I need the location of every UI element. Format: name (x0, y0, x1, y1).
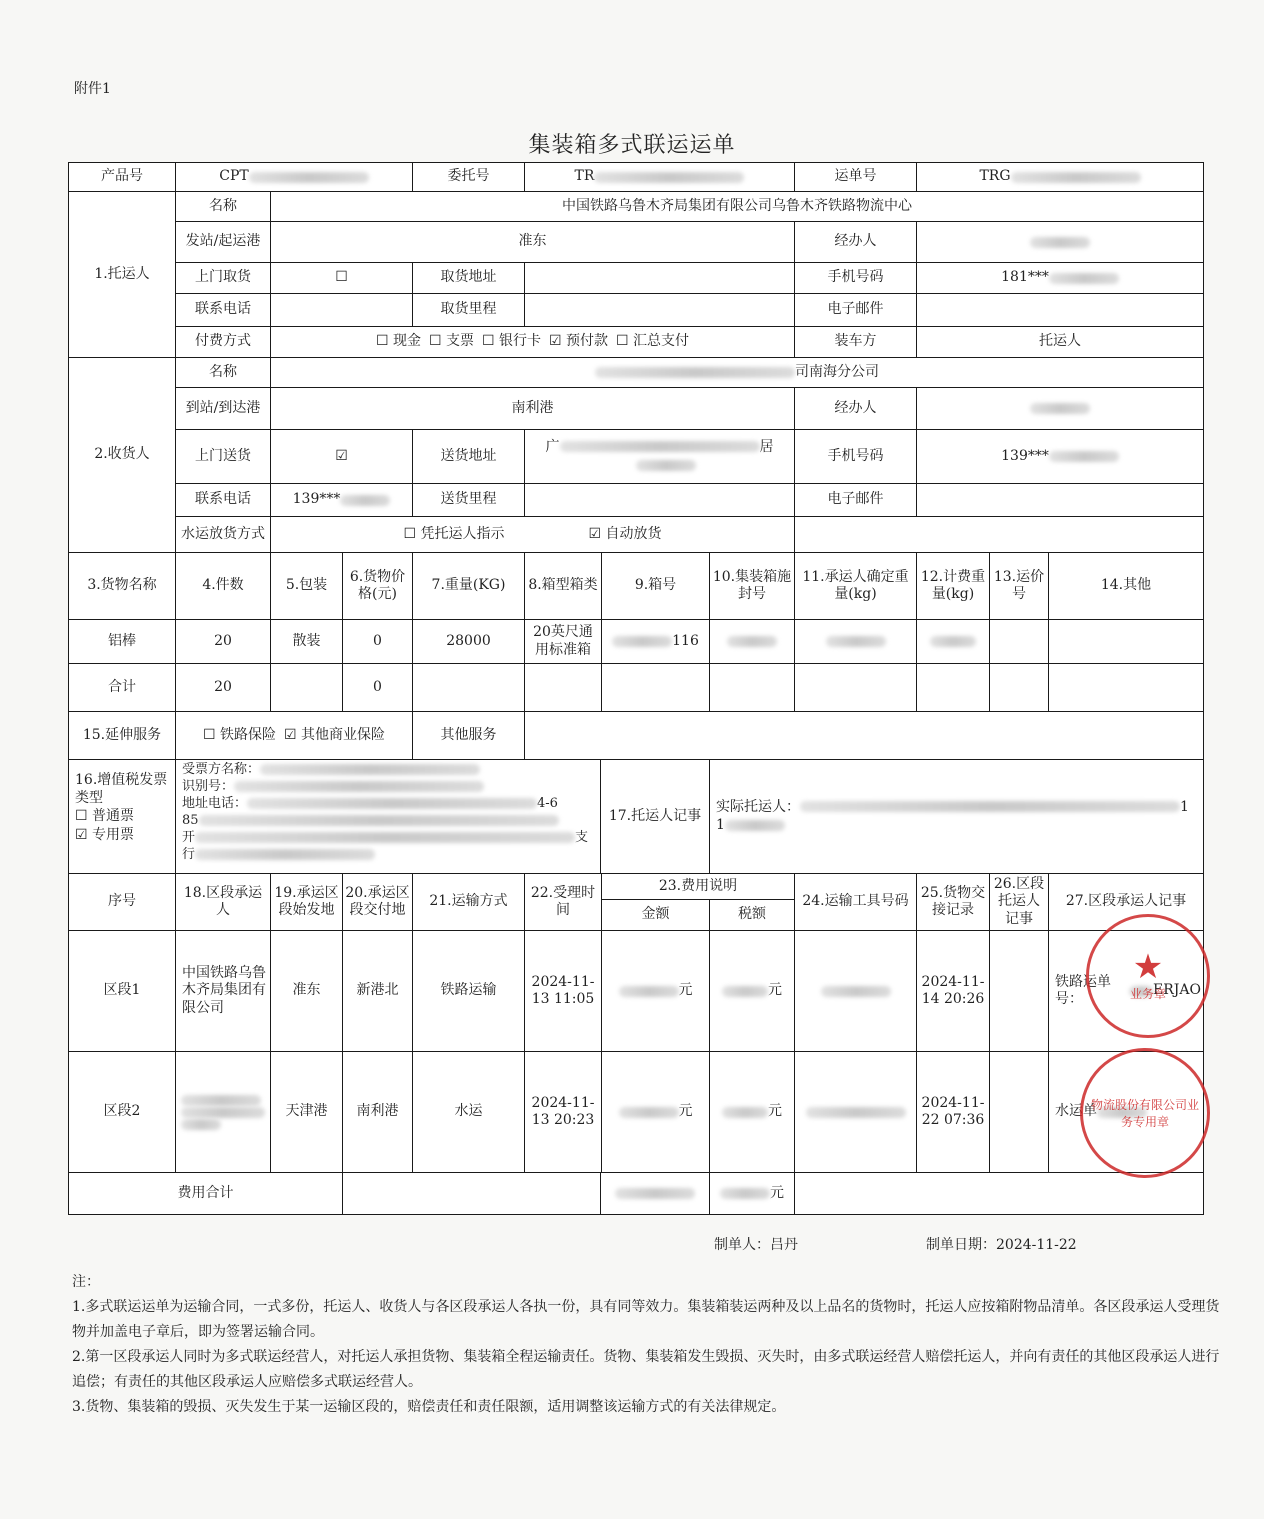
logistics-seal: 物流股份有限公司业务专用章 (1080, 1048, 1210, 1178)
pickup-label: 上门取货 (175, 262, 271, 294)
goods-billing-weight (916, 619, 990, 664)
seg1-carrier: 中国铁路乌鲁木齐局集团有限公司 (175, 930, 271, 1052)
seg1-end: 新港北 (342, 930, 413, 1052)
consignee-email-value (916, 483, 1204, 517)
goods-header-weight: 7.重量(KG) (412, 552, 525, 620)
seg2-tool (794, 1051, 917, 1173)
total-carrier-weight (794, 663, 917, 712)
total-rate (989, 663, 1049, 712)
fee-total-amount (600, 1172, 710, 1215)
product-label: 产品号 (68, 162, 176, 192)
consign-label: 委托号 (412, 162, 525, 192)
release-options (270, 516, 795, 553)
goods-header-name: 3.货物名称 (68, 552, 176, 620)
seg1-time: 2024-11-13 11:05 (524, 930, 602, 1052)
shipper-mobile-label: 手机号码 (794, 262, 917, 294)
seg1-carrier-remark: 铁路运单号： ERJAO (1048, 930, 1204, 1052)
pickup-distance-label: 取货里程 (412, 293, 525, 327)
goods-other (1048, 619, 1204, 664)
pickup-address-value (524, 262, 795, 294)
seg2-handover: 2024-11-22 07:36 (916, 1051, 990, 1173)
goods-count: 20 (175, 619, 271, 664)
delivery-distance-label: 送货里程 (412, 483, 525, 517)
seg2-carrier-remark: 水运单 (1048, 1051, 1204, 1173)
goods-weight: 28000 (412, 619, 525, 664)
note-1: 1.多式联运运单为运输合同，一式多份，托运人、收货人与各区段承运人各执一份，具有同等效力。集装箱装运两种及以上品名的货物时，托运人应按箱附物品清单。各区段承运人受理货物并加盖电子章后，即为签署运输合同。 (72, 1299, 1220, 1340)
goods-header-carrier-weight: 11.承运人确定重量(kg) (794, 552, 917, 620)
seg2-seq: 区段2 (68, 1051, 176, 1173)
invoice-special-option[interactable]: ☑ 专用票 (75, 826, 135, 843)
seg-header-carrier-remark: 27.区段承运人记事 (1048, 873, 1204, 931)
shipper-phone-label: 联系电话 (175, 293, 271, 327)
origin-label: 发站/起运港 (175, 221, 271, 263)
consignee-email-label: 电子邮件 (794, 483, 917, 517)
waybill-form (68, 162, 1204, 1215)
invoice-type-label: 16.增值税发票类型 (75, 772, 168, 806)
ext-service-label: 15.延伸服务 (68, 711, 176, 760)
commercial-insurance-option[interactable]: ☑ 其他商业保险 (284, 726, 386, 743)
total-billing-weight (916, 663, 990, 712)
product-value: CPT (175, 162, 413, 192)
seg-header-time: 22.受理时间 (524, 873, 602, 931)
note-2: 2.第一区段承运人同时为多式联运经营人，对托运人承担货物、集装箱全程运输责任。货物、集装箱发生毁损、灭失时，由多式联运经营人赔偿托运人，并向有责任的其他区段承运人进行追偿；有责任的其他区段承运人应赔偿多式联运经营人。 (72, 1349, 1220, 1390)
seg-header-tool: 24.运输工具号码 (794, 873, 917, 931)
seg-header-fee: 23.费用说明 (601, 873, 795, 900)
delivery-checkbox[interactable]: ☑ (270, 429, 413, 484)
pay-cash-option[interactable]: ☐ 现金 (375, 333, 421, 350)
seg1-seq: 区段1 (68, 930, 176, 1052)
goods-price: 0 (342, 619, 413, 664)
seg-header-seq: 序号 (68, 873, 176, 931)
pay-card-option[interactable]: ☐ 银行卡 (481, 333, 541, 350)
shipper-name-label: 名称 (175, 191, 271, 222)
fee-total-blank (342, 1172, 601, 1215)
seg1-tax: 元 (709, 930, 795, 1052)
goods-header-billing-weight: 12.计费重量(kg) (916, 552, 990, 620)
shipper-name-value: 中国铁路乌鲁木齐局集团有限公司乌鲁木齐铁路物流中心 (270, 191, 1204, 222)
goods-name: 铝棒 (68, 619, 176, 664)
fee-total-rest (794, 1172, 1204, 1215)
consignee-name-value: 司南海分公司 (270, 357, 1204, 388)
total-weight (412, 663, 525, 712)
pay-check-option[interactable]: ☐ 支票 (428, 333, 474, 350)
seg1-amount: 元 (601, 930, 710, 1052)
delivery-distance-value (524, 483, 795, 517)
loader-label: 装车方 (794, 326, 917, 358)
consignee-mobile-value: 139*** (916, 429, 1204, 484)
pay-summary-option[interactable]: ☐ 汇总支付 (616, 333, 690, 350)
goods-header-box-type: 8.箱型箱类 (524, 552, 602, 620)
shipper-mobile-value: 181*** (916, 262, 1204, 294)
goods-header-count: 4.件数 (175, 552, 271, 620)
total-label: 合计 (68, 663, 176, 712)
fee-total-tax: 元 (709, 1172, 795, 1215)
seg2-carrier (175, 1051, 271, 1173)
goods-header-seal-no: 10.集装箱施封号 (709, 552, 795, 620)
origin-value: 准东 (270, 221, 795, 263)
shipper-handler-value (916, 221, 1204, 263)
seg-header-seg-remark: 26.区段托运人记事 (989, 873, 1049, 931)
loader-value: 托运人 (916, 326, 1204, 358)
railway-seal: ★ 业务章 (1086, 914, 1210, 1038)
seg1-handover: 2024-11-14 20:26 (916, 930, 990, 1052)
goods-rate (989, 619, 1049, 664)
seg2-tax: 元 (709, 1051, 795, 1173)
rail-insurance-option[interactable]: ☐ 铁路保险 (202, 726, 276, 743)
total-pack (270, 663, 343, 712)
goods-pack: 散装 (270, 619, 343, 664)
shipper-remark-label: 17.托运人记事 (600, 759, 710, 874)
seg2-end: 南利港 (342, 1051, 413, 1173)
shipper-email-label: 电子邮件 (794, 293, 917, 327)
seg-header-start: 19.承运区段始发地 (270, 873, 343, 931)
seg2-seg-remark (989, 1051, 1049, 1173)
star-icon: ★ (1132, 947, 1164, 987)
seg-header-end: 20.承运区段交付地 (342, 873, 413, 931)
consignee-handler-value (916, 387, 1204, 430)
delivery-label: 上门送货 (175, 429, 271, 484)
release-blank (794, 516, 1204, 553)
seg-header-amount: 金额 (601, 899, 710, 931)
goods-header-rate: 13.运价号 (989, 552, 1049, 620)
invoice-details: 受票方名称： 识别号： 地址电话： 4-6 85 开 支 行 (175, 759, 601, 874)
seg2-amount: 元 (601, 1051, 710, 1173)
pickup-checkbox[interactable]: ☐ (270, 262, 413, 294)
notes-title: 注： (72, 1274, 100, 1290)
goods-box-type: 20英尺通用标准箱 (524, 619, 602, 664)
total-count: 20 (175, 663, 271, 712)
total-other (1048, 663, 1204, 712)
goods-header-box-no: 9.箱号 (601, 552, 710, 620)
maker-name: 制单人：吕丹 (714, 1237, 798, 1253)
notes-section (72, 1270, 1232, 1420)
payment-label: 付费方式 (175, 326, 271, 358)
goods-header-price: 6.货物价格(元) (342, 552, 413, 620)
total-box-type (524, 663, 602, 712)
waybill-label: 运单号 (794, 162, 917, 192)
shipper-section: 1.托运人 (68, 191, 176, 358)
note-3: 3.货物、集装箱的毁损、灭失发生于某一运输区段的，赔偿责任和责任限额，适用调整该运输方式的有关法律规定。 (72, 1399, 786, 1415)
seg2-mode: 水运 (412, 1051, 525, 1173)
shipper-handler-label: 经办人 (794, 221, 917, 263)
consignee-handler-label: 经办人 (794, 387, 917, 430)
other-service-label: 其他服务 (412, 711, 525, 760)
consignee-section: 2.收货人 (68, 357, 176, 553)
page-title: 集装箱多式联运运单 (528, 133, 736, 158)
pickup-distance-value (524, 293, 795, 327)
total-seal-no (709, 663, 795, 712)
consignee-mobile-label: 手机号码 (794, 429, 917, 484)
seg-header-carrier: 18.区段承运人 (175, 873, 271, 931)
seg-header-tax: 税额 (709, 899, 795, 931)
ext-service-options (175, 711, 413, 760)
seg1-seg-remark (989, 930, 1049, 1052)
seg1-mode: 铁路运输 (412, 930, 525, 1052)
invoice-type (68, 759, 176, 874)
total-box-no (601, 663, 710, 712)
delivery-address-label: 送货地址 (412, 429, 525, 484)
waybill-value: TRG (916, 162, 1204, 192)
consign-value: TR (524, 162, 795, 192)
goods-header-other: 14.其他 (1048, 552, 1204, 620)
other-service-value (524, 711, 1204, 760)
payment-options (270, 326, 795, 358)
goods-box-no: 116 (601, 619, 710, 664)
attachment-label: 附件1 (74, 81, 111, 97)
maker-date: 制单日期：2024-11-22 (926, 1237, 1077, 1253)
seg-header-handover: 25.货物交接记录 (916, 873, 990, 931)
fee-total-label: 费用合计 (68, 1172, 343, 1215)
seg2-start: 天津港 (270, 1051, 343, 1173)
shipper-remark-value: 实际托运人： 1 1 (709, 759, 1204, 874)
release-shipper-option[interactable]: ☐ 凭托运人指示 (403, 525, 505, 542)
goods-carrier-weight (794, 619, 917, 664)
seg1-start: 准东 (270, 930, 343, 1052)
seg1-tool (794, 930, 917, 1052)
release-auto-option[interactable]: ☑ 自动放货 (588, 525, 662, 542)
consignee-phone-value: 139*** (270, 483, 413, 517)
destination-value: 南利港 (270, 387, 795, 430)
invoice-normal-option[interactable]: ☐ 普通票 (75, 808, 135, 824)
shipper-email-value (916, 293, 1204, 327)
delivery-address-value: 广 居 (524, 429, 795, 484)
release-label: 水运放货方式 (175, 516, 271, 553)
pickup-address-label: 取货地址 (412, 262, 525, 294)
goods-header-pack: 5.包装 (270, 552, 343, 620)
seg2-time: 2024-11-13 20:23 (524, 1051, 602, 1173)
consignee-phone-label: 联系电话 (175, 483, 271, 517)
pay-prepaid-option[interactable]: ☑ 预付款 (549, 333, 609, 350)
shipper-phone-value (270, 293, 413, 327)
goods-seal-no (709, 619, 795, 664)
consignee-name-label: 名称 (175, 357, 271, 388)
total-price: 0 (342, 663, 413, 712)
destination-label: 到站/到达港 (175, 387, 271, 430)
seg-header-mode: 21.运输方式 (412, 873, 525, 931)
